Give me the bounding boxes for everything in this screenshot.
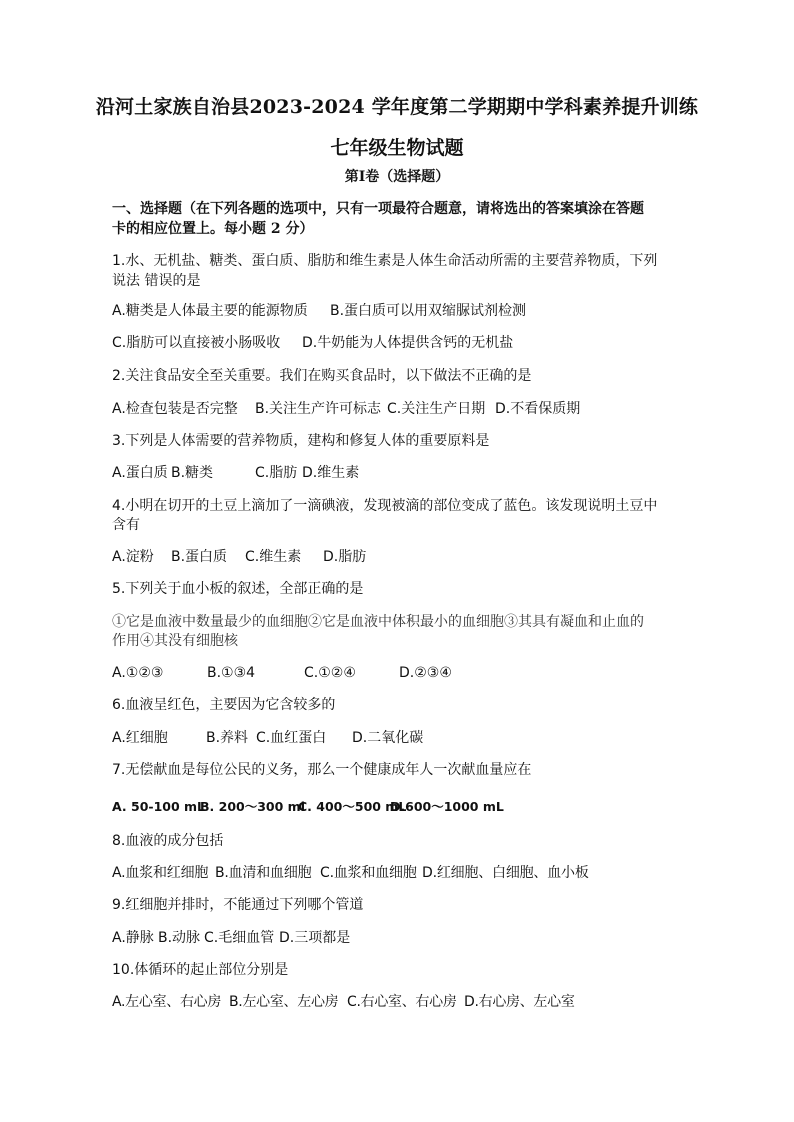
question-3-options: [112, 462, 692, 484]
question-5-option-d: D.②③④: [399, 665, 452, 681]
section-heading-line2: 卡的相应位置上。每小题 2 分）: [112, 221, 314, 237]
question-7-stem: 7.无偿献血是每位公民的义务，那么一个健康成年人一次献血量应在: [112, 762, 532, 778]
question-9-options: [112, 927, 692, 949]
question-8-option-c: C.血浆和血细胞: [320, 865, 417, 881]
question-8-option-a: A.血浆和红细胞: [112, 865, 209, 881]
question-9-option-a: A.静脉: [112, 930, 154, 946]
question-9-option-d: D.三项都是: [279, 930, 351, 946]
question-7-options: [112, 796, 692, 818]
question-3-option-c: C.脂肪: [255, 465, 298, 481]
question-3-option-d: D.维生素: [302, 465, 360, 481]
question-10-option-c: C.右心室、右心房: [347, 994, 457, 1010]
question-5-statements-line2: 作用④其没有细胞核: [112, 633, 238, 649]
question-4-option-a: A.淀粉: [112, 549, 154, 565]
question-5-option-c: C.①②④: [304, 665, 356, 681]
question-2-option-d: D.不看保质期: [495, 401, 581, 417]
question-10-stem: 10.体循环的起止部位分别是: [112, 962, 289, 978]
question-9-option-b: B.动脉: [158, 930, 201, 946]
volume-label: 第Ⅰ卷（选择题）: [344, 169, 450, 185]
question-1-options-row1: [112, 300, 692, 322]
question-5-stem: 5.下列关于血小板的叙述，全部正确的是: [112, 581, 364, 597]
question-1-option-b: B.蛋白质可以用双缩脲试剂检测: [330, 303, 527, 319]
question-10-option-b: B.左心室、左心房: [229, 994, 339, 1010]
exam-subtitle: 七年级生物试题: [330, 137, 464, 159]
question-6-option-b: B.养料: [206, 730, 249, 746]
question-7-option-d: D.600〜1000 mL: [390, 799, 504, 814]
question-2-options: [112, 398, 692, 420]
question-9-stem: 9.红细胞并排时，不能通过下列哪个管道: [112, 897, 364, 913]
question-5-option-b: B.①③4: [207, 665, 256, 681]
section-heading-line1: 一、选择题（在下列各题的选项中，只有一项最符合题意，请将选出的答案填涂在答题: [112, 201, 644, 217]
question-3-option-a: A.蛋白质: [112, 465, 168, 481]
question-1-stem-line1: 1.水、无机盐、糖类、蛋白质、脂肪和维生素是人体生命活动所需的主要营养物质，下列: [112, 253, 658, 269]
question-6-option-d: D.二氧化碳: [352, 730, 424, 746]
question-10-options: [112, 991, 692, 1013]
exam-title: 沿河土家族自治县2023-2024 学年度第二学期期中学科素养提升训练: [95, 96, 699, 118]
question-7-option-a: A. 50-100 mL: [112, 799, 206, 814]
question-8-options: [112, 862, 692, 884]
question-2-option-b: B.关注生产许可标志: [255, 401, 382, 417]
question-2-stem: 2.关注食品安全至关重要。我们在购买食品时，以下做法不正确的是: [112, 368, 532, 384]
question-6-options: [112, 727, 692, 749]
question-3-option-b: B.糖类: [171, 465, 214, 481]
question-7-option-c: C. 400〜500 mL: [298, 799, 407, 814]
question-4-options: [112, 546, 692, 568]
question-4-stem-line2: 含有: [112, 517, 140, 533]
question-6-stem: 6.血液呈红色，主要因为它含较多的: [112, 697, 336, 713]
question-8-option-d: D.红细胞、白细胞、血小板: [422, 865, 589, 881]
question-1-options-row2: [112, 332, 692, 354]
question-10-option-a: A.左心室、右心房: [112, 994, 222, 1010]
question-10-option-d: D.右心房、左心室: [464, 994, 575, 1010]
question-2-option-a: A.检查包装是否完整: [112, 401, 238, 417]
question-9-option-c: C.毛细血管: [204, 930, 275, 946]
question-8-stem: 8.血液的成分包括: [112, 833, 224, 849]
question-1-option-c: C.脂肪可以直接被小肠吸收: [112, 335, 281, 351]
question-5-statements-line1: ①它是血液中数量最少的血细胞②它是血液中体积最小的血细胞③其具有凝血和止血的: [112, 614, 644, 630]
question-5-option-a: A.①②③: [112, 665, 164, 681]
question-7-option-b: B. 200〜300 ml: [200, 799, 305, 814]
question-1-option-a: A.糖类是人体最主要的能源物质: [112, 303, 308, 319]
question-6-option-c: C.血红蛋白: [256, 730, 327, 746]
question-4-stem-line1: 4.小明在切开的土豆上滴加了一滴碘液，发现被滴的部位变成了蓝色。该发现说明土豆中: [112, 498, 658, 514]
question-5-options: [112, 662, 692, 684]
question-4-option-d: D.脂肪: [323, 549, 367, 565]
question-3-stem: 3.下列是人体需要的营养物质，建构和修复人体的重要原料是: [112, 433, 490, 449]
question-1-stem-line2: 说法 错误的是: [112, 273, 201, 289]
question-2-option-c: C.关注生产日期: [387, 401, 486, 417]
question-8-option-b: B.血清和血细胞: [215, 865, 312, 881]
question-4-option-b: B.蛋白质: [171, 549, 228, 565]
question-1-option-d: D.牛奶能为人体提供含钙的无机盐: [302, 335, 514, 351]
question-4-option-c: C.维生素: [245, 549, 302, 565]
question-6-option-a: A.红细胞: [112, 730, 168, 746]
